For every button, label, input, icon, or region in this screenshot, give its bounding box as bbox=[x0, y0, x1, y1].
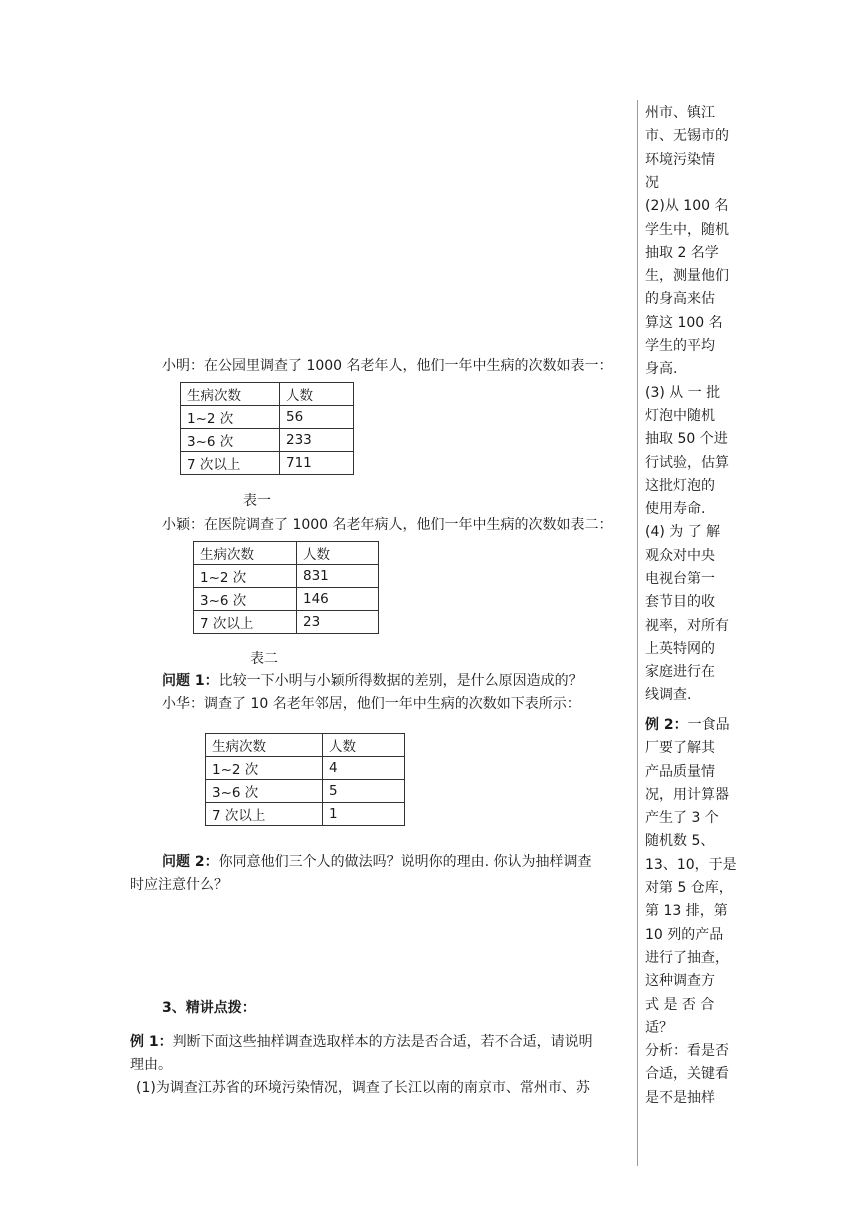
table-cell: 56 bbox=[280, 406, 354, 429]
table-header-cell: 人数 bbox=[280, 383, 354, 406]
sidebar-line: 学生的平均 bbox=[645, 338, 715, 354]
question-2-text: 你同意他们三个人的做法吗？说明你的理由. 你认为抽样调查 bbox=[218, 854, 592, 870]
sidebar-line: 观众对中央 bbox=[645, 548, 715, 564]
sidebar-example-2 bbox=[645, 716, 730, 734]
question-2-label: 问题 2： bbox=[162, 854, 219, 870]
table-cell: 1~2 次 bbox=[194, 565, 297, 588]
sidebar-line: 抽取 50 个进 bbox=[645, 431, 728, 447]
sidebar-line: 随机数 5、 bbox=[645, 833, 715, 849]
example-2-label: 例 2： bbox=[645, 717, 688, 733]
sidebar-line: 视率，对所有 bbox=[645, 618, 729, 634]
table-row bbox=[206, 803, 405, 826]
table-header-cell: 生病次数 bbox=[181, 383, 280, 406]
sidebar-line: 13、10，于是 bbox=[645, 857, 737, 873]
sidebar-line: 式 是 否 合 bbox=[645, 997, 715, 1013]
example-1-text: 判断下面这些抽样调查选取样本的方法是否合适，若不合适，请说明 bbox=[172, 1034, 593, 1050]
table-cell: 233 bbox=[280, 429, 354, 452]
table-cell: 3~6 次 bbox=[194, 588, 297, 611]
example-1 bbox=[130, 1031, 593, 1051]
sidebar-line: 这种调查方 bbox=[645, 973, 715, 989]
table-cell: 23 bbox=[297, 611, 379, 634]
sidebar-line: 线调查. bbox=[645, 687, 692, 703]
sidebar-line: 适？ bbox=[645, 1020, 673, 1036]
table-cell: 3~6 次 bbox=[206, 780, 323, 803]
sidebar-line: 这批灯泡的 bbox=[645, 478, 715, 494]
sidebar-line: 灯泡中随机 bbox=[645, 408, 715, 424]
question-2-continuation: 时应注意什么？ bbox=[130, 877, 228, 893]
table-row bbox=[181, 452, 354, 475]
sidebar-line: 进行了抽查， bbox=[645, 950, 729, 966]
table-cell: 831 bbox=[297, 565, 379, 588]
table-cell: 4 bbox=[323, 757, 405, 780]
table-header-cell: 生病次数 bbox=[206, 734, 323, 757]
question-1-text: 比较一下小明与小颖所得数据的差别，是什么原因造成的？ bbox=[218, 673, 583, 689]
sidebar-line: (3) 从 一 批 bbox=[645, 385, 721, 401]
table-cell: 7 次以上 bbox=[206, 803, 323, 826]
question-1 bbox=[162, 670, 583, 690]
example-1-continuation: 理由。 bbox=[130, 1057, 172, 1073]
sidebar-line: 的身高来估 bbox=[645, 291, 715, 307]
sidebar-line: 对第 5 仓库， bbox=[645, 880, 733, 896]
table-row bbox=[206, 757, 405, 780]
sidebar-line: 抽取 2 名学 bbox=[645, 245, 719, 261]
xiaohua-intro: 小华：调查了 10 名老年邻居，他们一年中生病的次数如下表所示： bbox=[162, 696, 581, 712]
sidebar-line: 第 13 排，第 bbox=[645, 903, 728, 919]
table-one bbox=[180, 382, 354, 475]
sidebar-line: 套节目的收 bbox=[645, 594, 715, 610]
sidebar-line: (2)从 100 名 bbox=[645, 198, 729, 214]
table-two-caption: 表二 bbox=[250, 651, 278, 667]
table-one-caption: 表一 bbox=[243, 493, 271, 509]
table-row bbox=[194, 565, 379, 588]
example-2-text: 一食品 bbox=[687, 717, 730, 733]
table-row bbox=[206, 734, 405, 757]
table-cell: 1~2 次 bbox=[206, 757, 323, 780]
sidebar-line: 产品质量情 bbox=[645, 764, 715, 780]
sidebar-line: 州市、镇江 bbox=[645, 105, 715, 121]
table-cell: 7 次以上 bbox=[181, 452, 280, 475]
sidebar-line: 况，用计算器 bbox=[645, 787, 729, 803]
question-1-label: 问题 1： bbox=[162, 673, 219, 689]
sidebar-line: (4) 为 了 解 bbox=[645, 524, 721, 540]
sidebar-line: 产生了 3 个 bbox=[645, 810, 719, 826]
sidebar-line: 生，测量他们 bbox=[645, 268, 729, 284]
table-row bbox=[194, 542, 379, 565]
table-row bbox=[194, 611, 379, 634]
sidebar-line: 是不是抽样 bbox=[645, 1090, 715, 1106]
sidebar-line: 电视台第一 bbox=[645, 571, 715, 587]
sidebar-line: 行试验，估算 bbox=[645, 455, 729, 471]
table-cell: 5 bbox=[323, 780, 405, 803]
table-header-cell: 人数 bbox=[297, 542, 379, 565]
question-2 bbox=[162, 851, 592, 871]
table-cell: 146 bbox=[297, 588, 379, 611]
table-row bbox=[206, 780, 405, 803]
sidebar-line: 分析：看是否 bbox=[645, 1043, 729, 1059]
sidebar-line: 上英特网的 bbox=[645, 641, 715, 657]
sidebar-line: 厂要了解其 bbox=[645, 740, 715, 756]
table-cell: 7 次以上 bbox=[194, 611, 297, 634]
sidebar-line: 合适，关键看 bbox=[645, 1066, 729, 1082]
sidebar-line: 市、无锡市的 bbox=[645, 128, 729, 144]
table-row bbox=[181, 406, 354, 429]
example-1-item-1: (1)为调查江苏省的环境污染情况，调查了长江以南的南京市、常州市、苏 bbox=[136, 1080, 590, 1096]
sidebar-line: 身高. bbox=[645, 361, 678, 377]
table-cell: 711 bbox=[280, 452, 354, 475]
table-header-cell: 生病次数 bbox=[194, 542, 297, 565]
column-divider bbox=[637, 100, 638, 1166]
table-row bbox=[194, 588, 379, 611]
sidebar-line: 况 bbox=[645, 175, 659, 191]
table-three bbox=[205, 733, 405, 826]
sidebar-line: 学生中，随机 bbox=[645, 222, 729, 238]
example-1-label: 例 1： bbox=[130, 1034, 173, 1050]
sidebar-line: 10 列的产品 bbox=[645, 927, 724, 943]
table-row bbox=[181, 429, 354, 452]
table-row bbox=[181, 383, 354, 406]
xiaoying-intro: 小颖：在医院调查了 1000 名老年病人，他们一年中生病的次数如表二： bbox=[162, 517, 613, 533]
sidebar-line: 算这 100 名 bbox=[645, 315, 723, 331]
sidebar-line: 使用寿命. bbox=[645, 501, 706, 517]
table-two bbox=[193, 541, 379, 634]
sidebar-line: 家庭进行在 bbox=[645, 664, 715, 680]
table-cell: 3~6 次 bbox=[181, 429, 280, 452]
table-cell: 1~2 次 bbox=[181, 406, 280, 429]
xiaoming-intro: 小明：在公园里调查了 1000 名老年人，他们一年中生病的次数如表一： bbox=[162, 358, 613, 374]
table-header-cell: 人数 bbox=[323, 734, 405, 757]
sidebar-line: 环境污染情 bbox=[645, 152, 715, 168]
section-3-heading: 3、精讲点拨： bbox=[162, 1000, 256, 1016]
table-cell: 1 bbox=[323, 803, 405, 826]
